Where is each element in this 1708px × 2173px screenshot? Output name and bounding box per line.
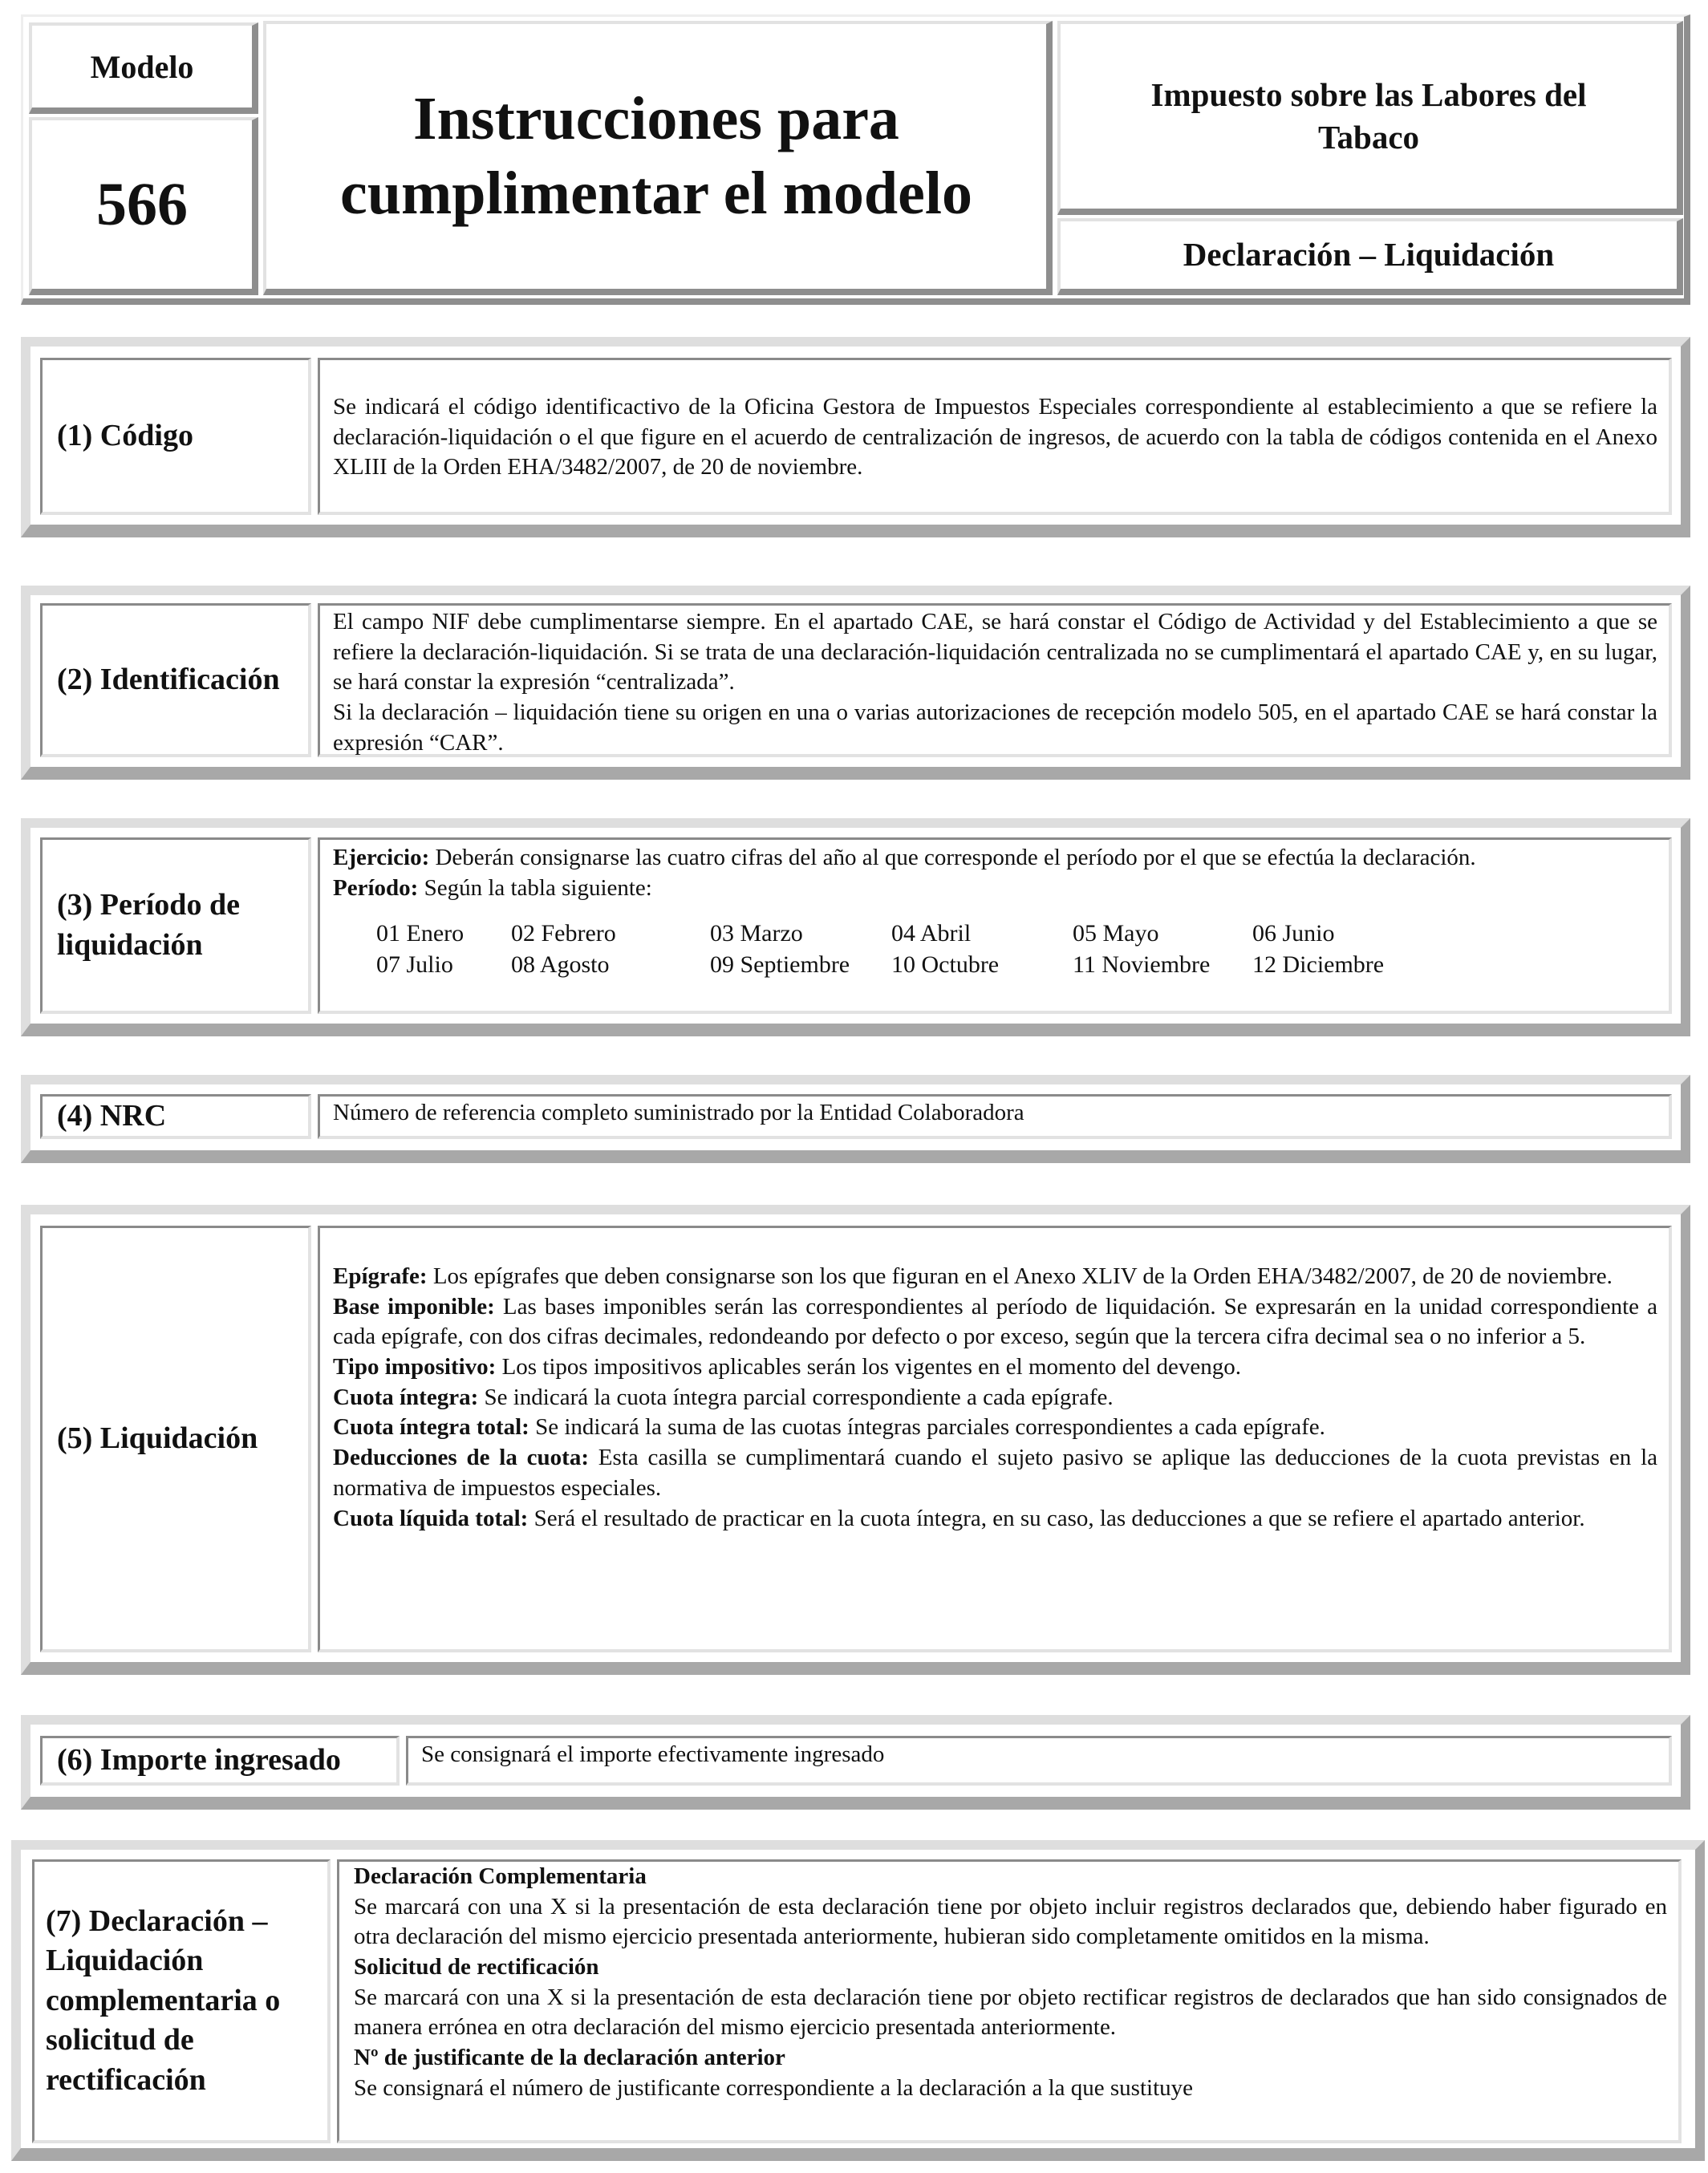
section-4-text-box <box>318 1094 1672 1139</box>
month-item: 09 Septiembre <box>710 951 850 979</box>
section-7-text-1: Se marcará con una X si la presentación de esta declaración tiene por objeto incluir registros declarados que, debiendo haber figurado en otra declaración del mismo ejercicio presentada anteriormente, hubieran sido completamente omitidos en la misma. <box>354 1893 1667 1950</box>
liq-text: Se indicará la suma de las cuotas íntegras parciales correspondientes a cada epígrafe. <box>529 1414 1325 1441</box>
section-5-label: (5) Liquidación <box>57 1421 258 1455</box>
periodo-text: Según la tabla siguiente: <box>418 874 652 901</box>
ejercicio-text: Deberán consignarse las cuatro cifras del año al que corresponde el período por el que se efectúa la declaración. <box>429 845 1476 870</box>
section-7-text-box <box>337 1859 1682 2143</box>
month-item: 05 Mayo <box>1073 920 1159 947</box>
modelo-number: 566 <box>96 170 188 238</box>
section-7-heading-2: Solicitud de rectificación <box>354 1954 599 1980</box>
section-1-text-box <box>318 358 1672 515</box>
liq-item <box>333 1504 1657 1534</box>
section-4-label-box <box>40 1094 311 1139</box>
liq-text: Se indicará la cuota íntegra parcial correspondiente a cada epígrafe. <box>478 1384 1114 1410</box>
section-7-label-line: solicitud de <box>46 2023 194 2057</box>
liq-text: Los tipos impositivos aplicables serán los vigentes en el momento del devengo. <box>496 1354 1241 1380</box>
liq-item <box>333 1292 1657 1352</box>
section-7-label-line: (7) Declaración – <box>46 1904 268 1939</box>
section-3-text-box <box>318 837 1672 1014</box>
section-5-text-box <box>318 1226 1672 1652</box>
month-item: 04 Abril <box>891 920 972 947</box>
section-5-label-box <box>40 1226 311 1652</box>
periodo-term: Período: <box>333 874 419 901</box>
tax-name-line2: Tabaco <box>1317 119 1420 156</box>
section-7-label-line: Liquidación <box>46 1944 204 1978</box>
liq-item <box>333 1383 1657 1413</box>
liq-item <box>333 1262 1657 1292</box>
liq-term: Cuota íntegra total: <box>333 1414 529 1441</box>
section-4-text: Número de referencia completo suministrado por la Entidad Colaboradora <box>333 1100 1024 1125</box>
section-3-label-line1: (3) Período de <box>57 888 240 922</box>
section-7-heading-1: Declaración Complementaria <box>354 1863 647 1889</box>
liq-item <box>333 1443 1657 1503</box>
section-2-label: (2) Identificación <box>57 662 280 696</box>
page-title-line2: cumplimentar el modelo <box>339 160 973 227</box>
tax-name-line1: Impuesto sobre las Labores del <box>1150 75 1587 113</box>
liq-term: Cuota líquida total: <box>333 1505 529 1531</box>
page-title-line1: Instrucciones para <box>413 85 899 153</box>
section-7-text-2: Se marcará con una X si la presentación de esta declaración tiene por objeto rectificar registros de declarados que han sido consignados de manera errónea en otra declaración del mismo ejercicio presentada anteriormente. <box>354 1984 1667 2041</box>
section-7-label-box <box>32 1859 331 2143</box>
section-2-label-box <box>40 603 311 757</box>
doc-type-box <box>1057 218 1683 295</box>
section-6-text-box <box>406 1736 1672 1786</box>
month-item: 10 Octubre <box>891 951 1000 979</box>
liq-term: Base imponible: <box>333 1293 495 1320</box>
month-item: 01 Enero <box>376 920 465 947</box>
liq-term: Cuota íntegra: <box>333 1384 479 1410</box>
liq-text: Los epígrafes que deben consignarse son los que figuran en el Anexo XLIV de la Orden EHA/3482/2007, de 20 de noviembre. <box>427 1263 1613 1289</box>
liq-text: Será el resultado de practicar en la cuota íntegra, en su caso, las deducciones a que se refiere el apartado anterior. <box>528 1505 1585 1531</box>
section-3-label-box <box>40 837 311 1014</box>
section-6-text: Se consignará el importe efectivamente ingresado <box>421 1741 885 1767</box>
month-item: 07 Julio <box>376 951 453 979</box>
liq-term: Epígrafe: <box>333 1263 428 1289</box>
section-4-label: (4) NRC <box>57 1098 167 1133</box>
liq-term: Deducciones de la cuota: <box>333 1445 589 1471</box>
section-7-text-3: Se consignará el número de justificante correspondiente a la declaración a la que sustituye <box>354 2074 1194 2101</box>
section-2-text-box <box>318 603 1672 757</box>
month-item: 02 Febrero <box>511 920 616 947</box>
section-7-heading-3: Nº de justificante de la declaración anterior <box>354 2045 785 2071</box>
tax-name-box <box>1057 21 1683 215</box>
title-box <box>263 21 1053 295</box>
liq-text: Las bases imponibles serán las correspondientes al período de liquidación. Se expresarán en la unidad correspondiente a cada epígrafe, con dos cifras decimales, redondeando por defecto o por exceso, según que la tercera cifra decimal sea o no inferior a 5. <box>333 1293 1657 1350</box>
modelo-label-box <box>29 22 258 114</box>
periodo-line <box>333 874 1657 904</box>
doc-type: Declaración – Liquidación <box>1183 236 1555 274</box>
section-6-label-box <box>40 1736 400 1786</box>
section-7-label-line: rectificación <box>46 2062 206 2097</box>
section-1-label: (1) Código <box>57 418 193 452</box>
month-item: 08 Agosto <box>511 951 610 979</box>
section-2-paragraph-1: El campo NIF debe cumplimentarse siempre. En el apartado CAE, se hará constar el Código de Actividad y del Establecimiento a que se refiere la declaración-liquidación. Si se trata de una declaración-liquidación centralizada no se cumplimentará el apartado CAE y, en su lugar, se hará constar la expresión “centralizada”. <box>333 609 1657 695</box>
modelo-number-box <box>29 117 258 295</box>
month-item: 12 Diciembre <box>1252 951 1385 979</box>
month-item: 06 Junio <box>1252 920 1335 947</box>
months-table <box>376 918 1657 980</box>
liq-text: Esta casilla se cumplimentará cuando el sujeto pasivo se aplique las deducciones de la cuota previstas en la normativa de impuestos especiales. <box>333 1445 1657 1501</box>
section-1-text: Se indicará el código identificactivo de la Oficina Gestora de Impuestos Especiales correspondiente al establecimiento a que se refiere la declaración-liquidación o el que figure en el acuerdo de centralización de ingresos, de acuerdo con la tabla de códigos contenida en el Anexo XLIII de la Orden EHA/3482/2007, de 20 de noviembre. <box>333 394 1657 480</box>
liq-item <box>333 1413 1657 1443</box>
month-item: 11 Noviembre <box>1073 951 1211 979</box>
section-1-label-box <box>40 358 311 515</box>
ejercicio-line <box>333 843 1657 874</box>
liq-item <box>333 1352 1657 1383</box>
ejercicio-term: Ejercicio: <box>333 845 430 870</box>
liq-term: Tipo impositivo: <box>333 1354 497 1380</box>
section-3-label-line2: liquidación <box>57 927 203 962</box>
section-2-paragraph-2: Si la declaración – liquidación tiene su origen en una o varias autorizaciones de recepción modelo 505, en el apartado CAE se hará constar la expresión “CAR”. <box>333 699 1657 756</box>
modelo-label: Modelo <box>90 48 194 85</box>
month-item: 03 Marzo <box>710 920 803 947</box>
section-7-label-line: complementaria o <box>46 1983 281 2017</box>
section-6-label: (6) Importe ingresado <box>57 1742 341 1777</box>
